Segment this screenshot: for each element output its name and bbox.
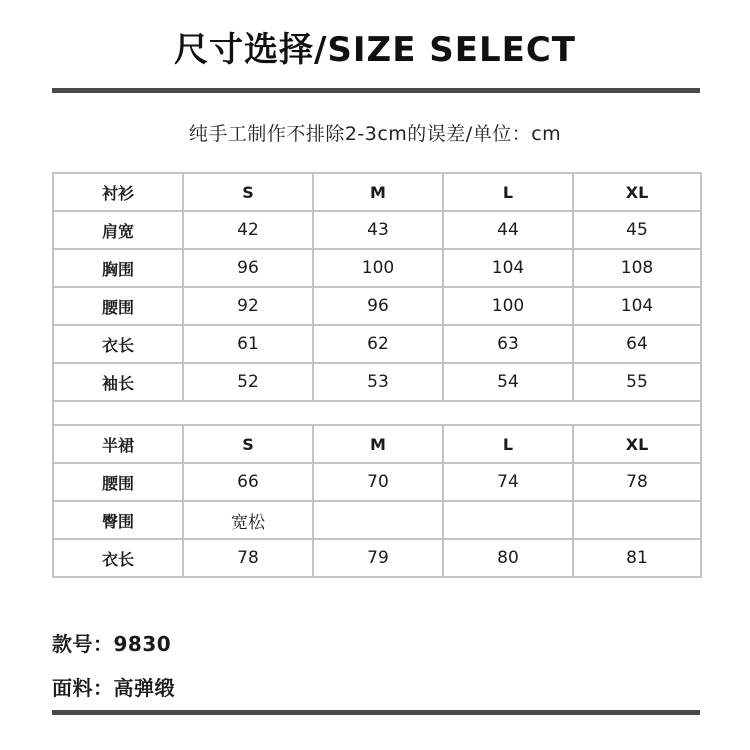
section-spacer — [53, 401, 701, 425]
shirt-header-cell: XL — [573, 173, 701, 211]
skirt-header-cell: S — [183, 425, 313, 463]
row-label: 胸围 — [53, 249, 183, 287]
table-cell: 104 — [443, 249, 573, 287]
skirt-header-cell: 半裙 — [53, 425, 183, 463]
shirt-header-cell: S — [183, 173, 313, 211]
table-row — [53, 363, 701, 401]
table-row — [53, 287, 701, 325]
table-cell: 64 — [573, 325, 701, 363]
shirt-header-cell: M — [313, 173, 443, 211]
row-label: 臀围 — [53, 501, 183, 539]
skirt-header-cell: L — [443, 425, 573, 463]
table-cell: 96 — [183, 249, 313, 287]
row-label: 衣长 — [53, 539, 183, 577]
table-row — [53, 249, 701, 287]
table-cell: 70 — [313, 463, 443, 501]
table-cell: 100 — [313, 249, 443, 287]
table-cell: 43 — [313, 211, 443, 249]
shirt-header-cell: 衬衫 — [53, 173, 183, 211]
style-code: 款号：9830 — [52, 632, 172, 656]
fabric-info: 面料：高弹缎 — [52, 676, 175, 700]
table-cell: 45 — [573, 211, 701, 249]
skirt-header-cell: XL — [573, 425, 701, 463]
row-label: 腰围 — [53, 287, 183, 325]
shirt-header-cell: L — [443, 173, 573, 211]
skirt-header-cell: M — [313, 425, 443, 463]
table-cell: 宽松 — [183, 501, 313, 539]
spacer-cell — [53, 401, 701, 425]
measurement-note: 纯手工制作不排除2-3cm的误差/单位：cm — [188, 123, 562, 145]
table-cell: 42 — [183, 211, 313, 249]
table-cell: 61 — [183, 325, 313, 363]
row-label: 袖长 — [53, 363, 183, 401]
table-cell: 78 — [573, 463, 701, 501]
table-cell: 74 — [443, 463, 573, 501]
table-cell: 53 — [313, 363, 443, 401]
table-cell: 66 — [183, 463, 313, 501]
table-cell: 78 — [183, 539, 313, 577]
table-cell: 63 — [443, 325, 573, 363]
table-cell: 79 — [313, 539, 443, 577]
table-cell: 55 — [573, 363, 701, 401]
row-label: 肩宽 — [53, 211, 183, 249]
table-cell: 80 — [443, 539, 573, 577]
table-cell: 52 — [183, 363, 313, 401]
table-row — [53, 539, 701, 577]
table-cell — [573, 501, 701, 539]
table-cell: 96 — [313, 287, 443, 325]
skirt-header-row — [53, 425, 701, 463]
bottom-divider — [52, 710, 700, 715]
table-cell: 92 — [183, 287, 313, 325]
size-table — [52, 172, 702, 578]
table-cell — [313, 501, 443, 539]
table-row — [53, 463, 701, 501]
row-label: 衣长 — [53, 325, 183, 363]
table-cell: 104 — [573, 287, 701, 325]
table-row — [53, 325, 701, 363]
table-cell: 44 — [443, 211, 573, 249]
table-cell: 81 — [573, 539, 701, 577]
table-cell: 108 — [573, 249, 701, 287]
table-row — [53, 211, 701, 249]
table-cell: 100 — [443, 287, 573, 325]
table-cell: 62 — [313, 325, 443, 363]
table-cell — [443, 501, 573, 539]
row-label: 腰围 — [53, 463, 183, 501]
table-row — [53, 501, 701, 539]
top-divider — [52, 88, 700, 93]
shirt-header-row — [53, 173, 701, 211]
page-title: 尺寸选择/SIZE SELECT — [173, 30, 577, 70]
table-cell: 54 — [443, 363, 573, 401]
